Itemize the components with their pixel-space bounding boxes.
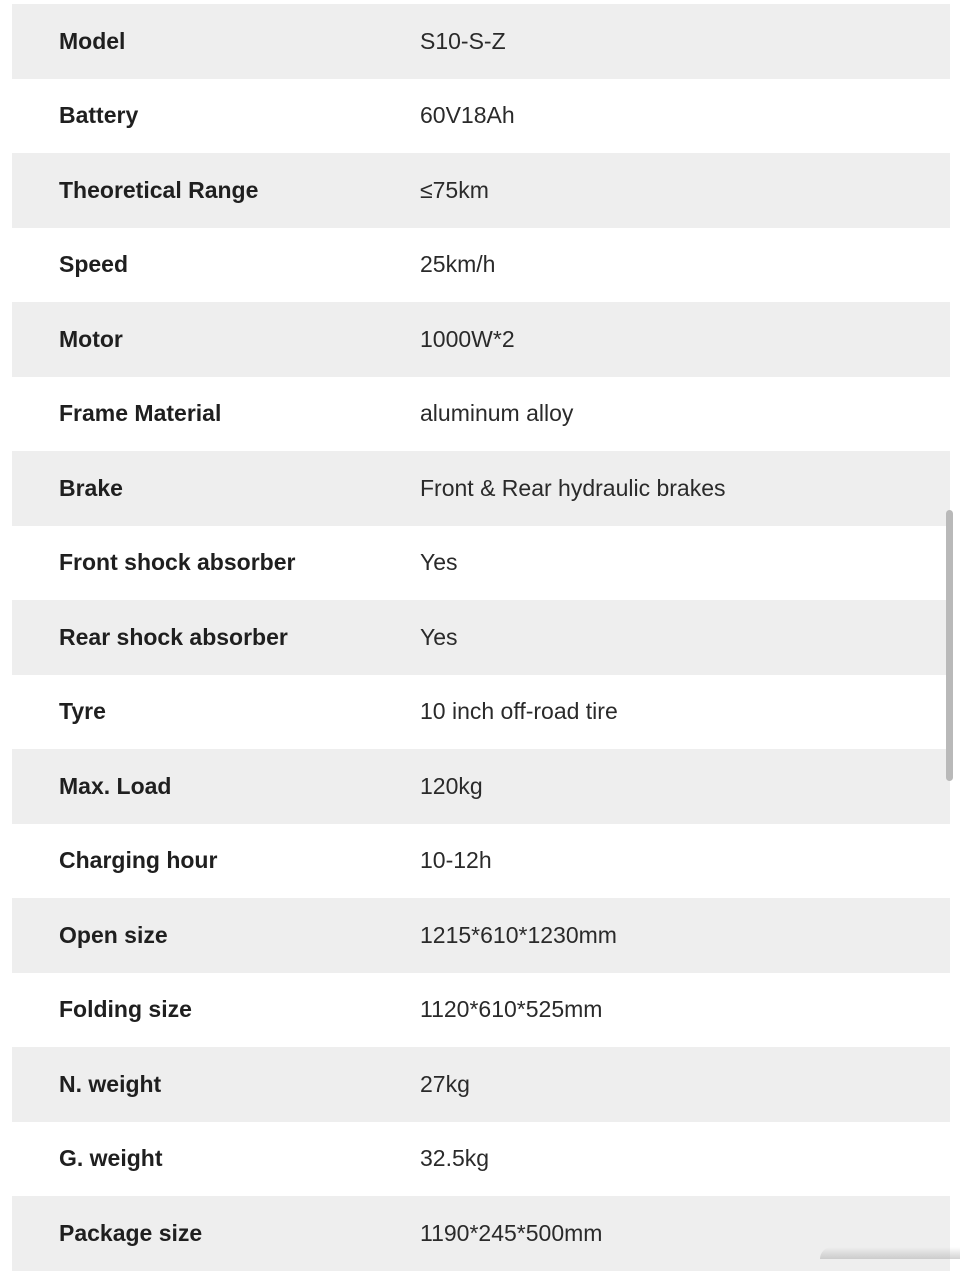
- spec-label: Open size: [59, 921, 168, 948]
- spec-row-model: [12, 4, 950, 79]
- spec-row-rear-shock-absorber: [12, 600, 950, 675]
- spec-value: 1215*610*1230mm: [420, 921, 617, 948]
- spec-value: ≤75km: [420, 176, 489, 203]
- spec-row-battery: [12, 79, 950, 154]
- spec-value: 10-12h: [420, 847, 492, 874]
- spec-label: Model: [59, 27, 126, 54]
- spec-row-speed: [12, 228, 950, 303]
- spec-row-n-weight: [12, 1047, 950, 1122]
- spec-row-charging-hour: [12, 824, 950, 899]
- spec-label: Max. Load: [59, 772, 172, 799]
- spec-label: Speed: [59, 251, 129, 278]
- spec-row-folding-size: [12, 973, 950, 1048]
- spec-label: G. weight: [59, 1145, 163, 1172]
- spec-value: Front & Rear hydraulic brakes: [420, 474, 726, 501]
- scrollbar-thumb[interactable]: [946, 510, 953, 781]
- spec-label: Folding size: [59, 996, 192, 1023]
- spec-row-theoretical-range: [12, 153, 950, 228]
- spec-label: N. weight: [59, 1070, 162, 1097]
- corner-shadow: [820, 1247, 960, 1259]
- spec-row-package-size: [12, 1196, 950, 1271]
- spec-label: Package size: [59, 1219, 203, 1246]
- spec-value: 27kg: [420, 1070, 470, 1097]
- spec-row-front-shock-absorber: [12, 526, 950, 601]
- spec-row-g-weight: [12, 1122, 950, 1197]
- spec-value: S10-S-Z: [420, 27, 506, 54]
- spec-value: 25km/h: [420, 251, 496, 278]
- spec-value: 32.5kg: [420, 1145, 490, 1172]
- spec-row-open-size: [12, 898, 950, 973]
- spec-label: Rear shock absorber: [59, 623, 288, 650]
- spec-label: Tyre: [59, 698, 106, 725]
- spec-table: [12, 4, 950, 1271]
- spec-value: Yes: [420, 549, 458, 576]
- spec-value: 1190*245*500mm: [420, 1219, 603, 1246]
- spec-value: Yes: [420, 623, 458, 650]
- spec-value: 1120*610*525mm: [420, 996, 603, 1023]
- spec-label: Battery: [59, 102, 139, 129]
- vertical-scrollbar[interactable]: [946, 0, 954, 1259]
- spec-row-brake: [12, 451, 950, 526]
- spec-label: Theoretical Range: [59, 176, 259, 203]
- spec-label: Front shock absorber: [59, 549, 296, 576]
- spec-label: Brake: [59, 474, 123, 501]
- spec-value: aluminum alloy: [420, 400, 574, 427]
- spec-label: Charging hour: [59, 847, 218, 874]
- spec-value: 10 inch off-road tire: [420, 698, 618, 725]
- spec-label: Motor: [59, 325, 123, 352]
- spec-value: 60V18Ah: [420, 102, 515, 129]
- spec-row-max-load: [12, 749, 950, 824]
- spec-row-tyre: [12, 675, 950, 750]
- spec-value: 120kg: [420, 772, 483, 799]
- spec-row-motor: [12, 302, 950, 377]
- spec-row-frame-material: [12, 377, 950, 452]
- spec-value: 1000W*2: [420, 325, 515, 352]
- spec-label: Frame Material: [59, 400, 222, 427]
